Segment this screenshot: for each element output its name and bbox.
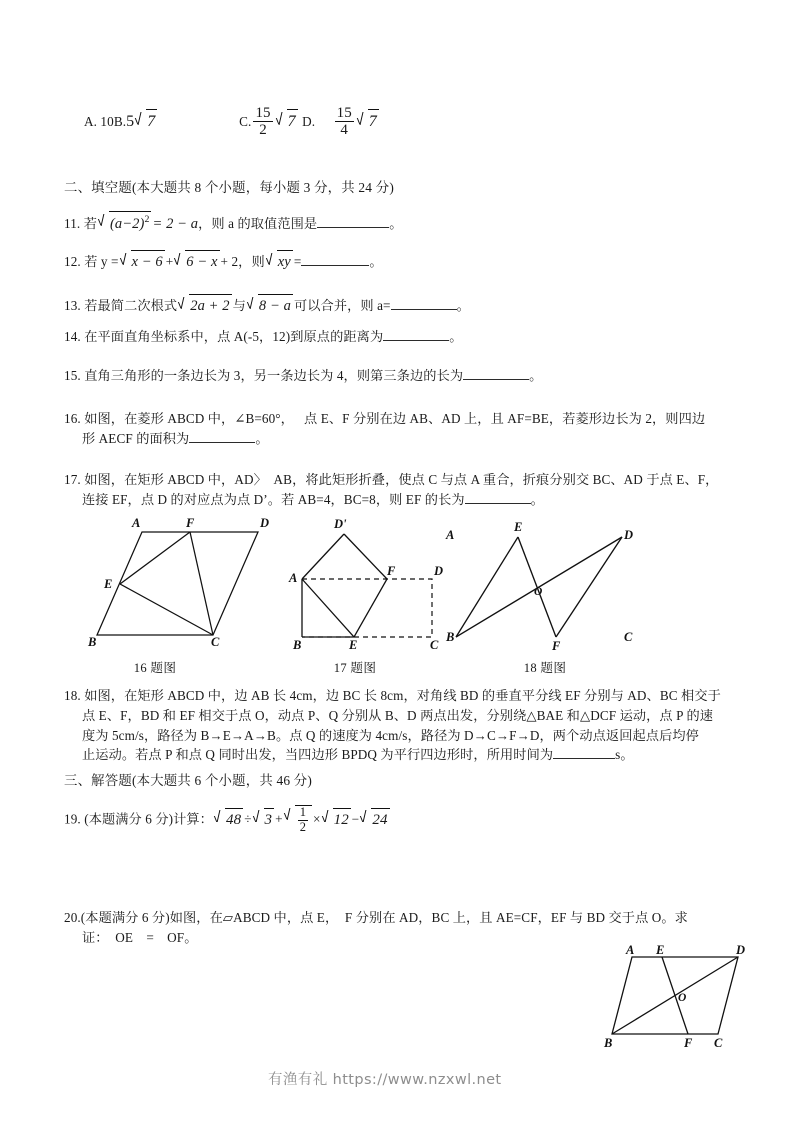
question-15-answer-blank[interactable] xyxy=(463,366,529,380)
question-18-line-4-text: 止运动。若点 P 和点 Q 同时出发，当四边形 BPDQ 为平行四边形时，所用时间为 xyxy=(82,747,554,763)
choice-c-prefix[interactable]: C. xyxy=(239,113,252,129)
figure-16-label-F: F xyxy=(186,516,195,530)
question-19 xyxy=(64,805,754,834)
choice-c-fraction xyxy=(253,105,272,138)
question-19-lead: (本题满分 6 分)计算： xyxy=(84,811,213,827)
figure-18-label-F: F xyxy=(552,639,561,653)
question-19-radical-2: 3 xyxy=(253,808,275,832)
question-12-radical-2: 6 − x xyxy=(174,250,219,273)
choice-c-radical: 7 xyxy=(276,109,298,135)
figure-18-label-O: O xyxy=(534,586,543,598)
question-13-radical-2: 8 − a xyxy=(247,294,293,317)
choice-a[interactable]: A. 10 xyxy=(84,113,114,129)
question-19-radical-1: 48 xyxy=(214,808,243,832)
figure-20-label-C: C xyxy=(714,1036,723,1050)
question-11-exponent: 2 xyxy=(144,214,150,225)
question-19-op-1: ÷ xyxy=(244,811,252,827)
question-13-mid-1: 与 xyxy=(232,298,246,313)
question-12-radical-3: xy xyxy=(266,250,293,273)
question-16-line-2 xyxy=(64,429,754,449)
question-18-line-4 xyxy=(64,745,764,765)
question-11-mid: ，则 a 的取值范围是 xyxy=(198,215,318,231)
question-12-radical-1: x − 6 xyxy=(120,250,165,273)
question-18-line-2: 点 E、F，BD 和 EF 相交于点 O，动点 P、Q 分别从 B、D 两点出发，分别绕△BAE 和△DCF 运动，点 P 的速 xyxy=(82,707,714,723)
question-13-lead: 若最简二次根式 xyxy=(84,298,178,313)
question-15-number: 15. xyxy=(64,368,81,383)
figure-16-label-B: B xyxy=(88,635,97,649)
question-18-number: 18. xyxy=(64,688,81,703)
question-13-radical-1: 2a + 2 xyxy=(178,294,231,317)
figure-18-label-A: A xyxy=(446,528,455,542)
question-12-plus: + xyxy=(165,254,174,269)
question-17-answer-blank[interactable] xyxy=(465,491,531,505)
figure-18-label-B: B xyxy=(446,630,455,644)
question-11-rhs: = 2 − a xyxy=(152,215,199,232)
question-20-line-1 xyxy=(64,908,764,928)
question-19-op-3: × xyxy=(313,811,321,827)
figure-20-label-O: O xyxy=(678,992,687,1004)
figure-17 xyxy=(282,516,467,661)
section-two-heading: 二、填空题(本大题共 8 个小题，每小题 3 分，共 24 分) xyxy=(64,180,394,195)
question-17 xyxy=(64,470,754,511)
figure-18-label-C: C xyxy=(624,630,633,644)
question-12-lead: 若 y = xyxy=(84,254,119,269)
question-12-answer-blank[interactable] xyxy=(301,252,369,266)
choice-c-numerator: 15 xyxy=(255,105,271,121)
question-16-line-2-text: 形 AECF 的面积为 xyxy=(82,431,190,447)
figure-20-label-B: B xyxy=(604,1036,613,1050)
question-19-number: 19. xyxy=(64,811,81,827)
question-14 xyxy=(64,327,744,347)
question-18-answer-blank[interactable] xyxy=(553,746,615,760)
figure-20-label-D: D xyxy=(736,943,746,957)
choice-d-numerator: 15 xyxy=(336,105,352,121)
figure-16-label-E: E xyxy=(104,577,113,591)
question-13 xyxy=(64,294,744,317)
figure-17-label-A: A xyxy=(289,571,298,585)
question-20-number: 20. xyxy=(64,910,81,925)
figure-17-drawing xyxy=(282,516,467,648)
figure-17-label-F: F xyxy=(387,564,396,578)
question-19-fraction xyxy=(298,806,308,834)
choice-d-radical: 7 xyxy=(357,109,379,135)
question-11-answer-blank[interactable] xyxy=(317,214,389,228)
question-15 xyxy=(64,366,754,386)
figure-18-label-D: D xyxy=(624,528,634,542)
question-12-equals: = xyxy=(293,254,302,269)
question-17-line-2-text: 连接 EF，点 D 的对应点为点 D’。若 AB=4，BC=8，则 EF 的长为 xyxy=(82,492,465,508)
figure-20-label-E: E xyxy=(656,943,665,957)
question-17-line-1-text: 如图，在矩形 ABCD 中，AD〉 AB，将此矩形折叠，使点 C 与点 A 重合，折痕分别交 BC、AD 于点 E、F， xyxy=(84,472,719,487)
question-19-frac-num: 1 xyxy=(299,805,307,819)
question-19-frac-den: 2 xyxy=(299,819,307,834)
figure-18-caption: 18 题图 xyxy=(523,661,567,675)
question-11 xyxy=(64,211,744,235)
figure-18 xyxy=(446,520,638,657)
question-12-plus-2: + 2 xyxy=(220,254,239,269)
question-20-line-1-text: (本题满分 6 分)如图，在▱ABCD 中，点 E， F 分别在 AD，BC 上，且 AE=CF，EF 与 BD 交于点 O。求 xyxy=(80,910,688,925)
section-three-heading: 三、解答题(本大题共 6 个小题，共 46 分) xyxy=(64,773,313,788)
question-11-tail: 。 xyxy=(389,215,403,231)
choice-d-prefix[interactable]: D. xyxy=(302,113,316,129)
choice-d-denominator: 4 xyxy=(335,121,354,138)
question-13-mid-2: 可以合并，则 a= xyxy=(293,298,391,313)
question-16 xyxy=(64,409,754,450)
choice-c-denominator: 2 xyxy=(253,121,272,138)
question-18-line-3: 度为 5cm/s，路径为 B→E→A→B。点 Q 的速度为 4cm/s，路径为 D→C→F→D，两个动点返回起点后均停 xyxy=(82,727,699,743)
choices-row xyxy=(84,105,724,138)
question-17-line-2 xyxy=(64,490,754,510)
figure-16-label-D: D xyxy=(260,516,270,530)
question-16-tail: 。 xyxy=(255,431,269,447)
question-19-radical-3: 12 xyxy=(322,808,351,832)
question-15-text: 直角三角形的一条边长为 3，另一条边长为 4，则第三条边的长为 xyxy=(84,368,464,383)
figure-18-drawing xyxy=(448,527,638,645)
question-11-lead: 若 xyxy=(83,215,97,231)
question-13-answer-blank[interactable] xyxy=(391,296,457,310)
figure-18-label-E: E xyxy=(514,520,523,534)
choice-d-fraction xyxy=(335,105,354,138)
question-14-number: 14. xyxy=(64,329,81,344)
question-12-tail: 。 xyxy=(369,254,383,269)
question-17-line-1 xyxy=(64,470,754,490)
question-18-tail: s。 xyxy=(615,747,634,763)
figure-17-label-Dprime: D' xyxy=(334,517,347,531)
question-14-answer-blank[interactable] xyxy=(383,327,449,341)
figure-20-label-A: A xyxy=(626,943,635,957)
figure-17-label-B: B xyxy=(293,638,302,652)
question-11-radical xyxy=(98,211,151,235)
figure-17-label-C: C xyxy=(430,638,439,652)
question-19-radical-fraction xyxy=(284,805,312,834)
choice-b-coef: 5 xyxy=(126,112,135,130)
question-13-number: 13. xyxy=(64,298,81,313)
question-18-line-1 xyxy=(64,686,764,706)
question-19-op-4: − xyxy=(351,811,360,827)
site-watermark: 有渔有礼 https://www.nzxwl.net xyxy=(268,1072,502,1088)
question-16-number: 16. xyxy=(64,411,81,426)
question-19-radical-4: 24 xyxy=(360,808,389,832)
figure-17-caption: 17 题图 xyxy=(333,661,377,675)
question-12 xyxy=(64,250,744,273)
question-12-number: 12. xyxy=(64,254,81,269)
question-14-text: 在平面直角坐标系中，点 A(-5，12)到原点的距离为 xyxy=(84,329,384,344)
figure-17-label-D: D xyxy=(434,564,444,578)
question-16-line-1-text: 如图，在菱形 ABCD 中，∠B=60°， 点 E、F 分别在边 AB、AD 上，且 AF=BE，若菱形边长为 2，则四边 xyxy=(84,411,706,426)
question-20-line-2: 证： OE = OF。 xyxy=(82,930,198,946)
question-16-line-1 xyxy=(64,409,754,429)
question-12-mid: ，则 xyxy=(238,254,265,269)
question-18 xyxy=(64,686,764,765)
question-17-tail: 。 xyxy=(530,492,544,508)
question-13-tail: 。 xyxy=(456,298,470,313)
figure-17-label-E: E xyxy=(349,638,358,652)
question-15-tail: 。 xyxy=(529,368,543,383)
figure-16-caption: 16 题图 xyxy=(133,661,177,675)
figure-20-label-F: F xyxy=(684,1036,693,1050)
choice-b-radical: 7 xyxy=(135,109,157,135)
question-14-tail: 。 xyxy=(449,329,463,344)
question-19-op-2: + xyxy=(275,811,283,827)
question-18-line-1-text: 如图，在矩形 ABCD 中，边 AB 长 4cm，边 BC 长 8cm，对角线 BD 的垂直平分线 EF 分别与 AD、BC 相交于 xyxy=(84,688,721,703)
choice-b-prefix[interactable]: B. xyxy=(113,113,127,129)
question-16-answer-blank[interactable] xyxy=(189,430,255,444)
question-17-number: 17. xyxy=(64,472,81,487)
question-11-number: 11. xyxy=(64,215,81,231)
question-11-radicand: (a−2) xyxy=(110,215,145,232)
figure-16 xyxy=(80,516,280,662)
figure-20 xyxy=(600,945,760,1055)
figure-16-label-C: C xyxy=(211,635,220,649)
figure-16-label-A: A xyxy=(132,516,141,530)
